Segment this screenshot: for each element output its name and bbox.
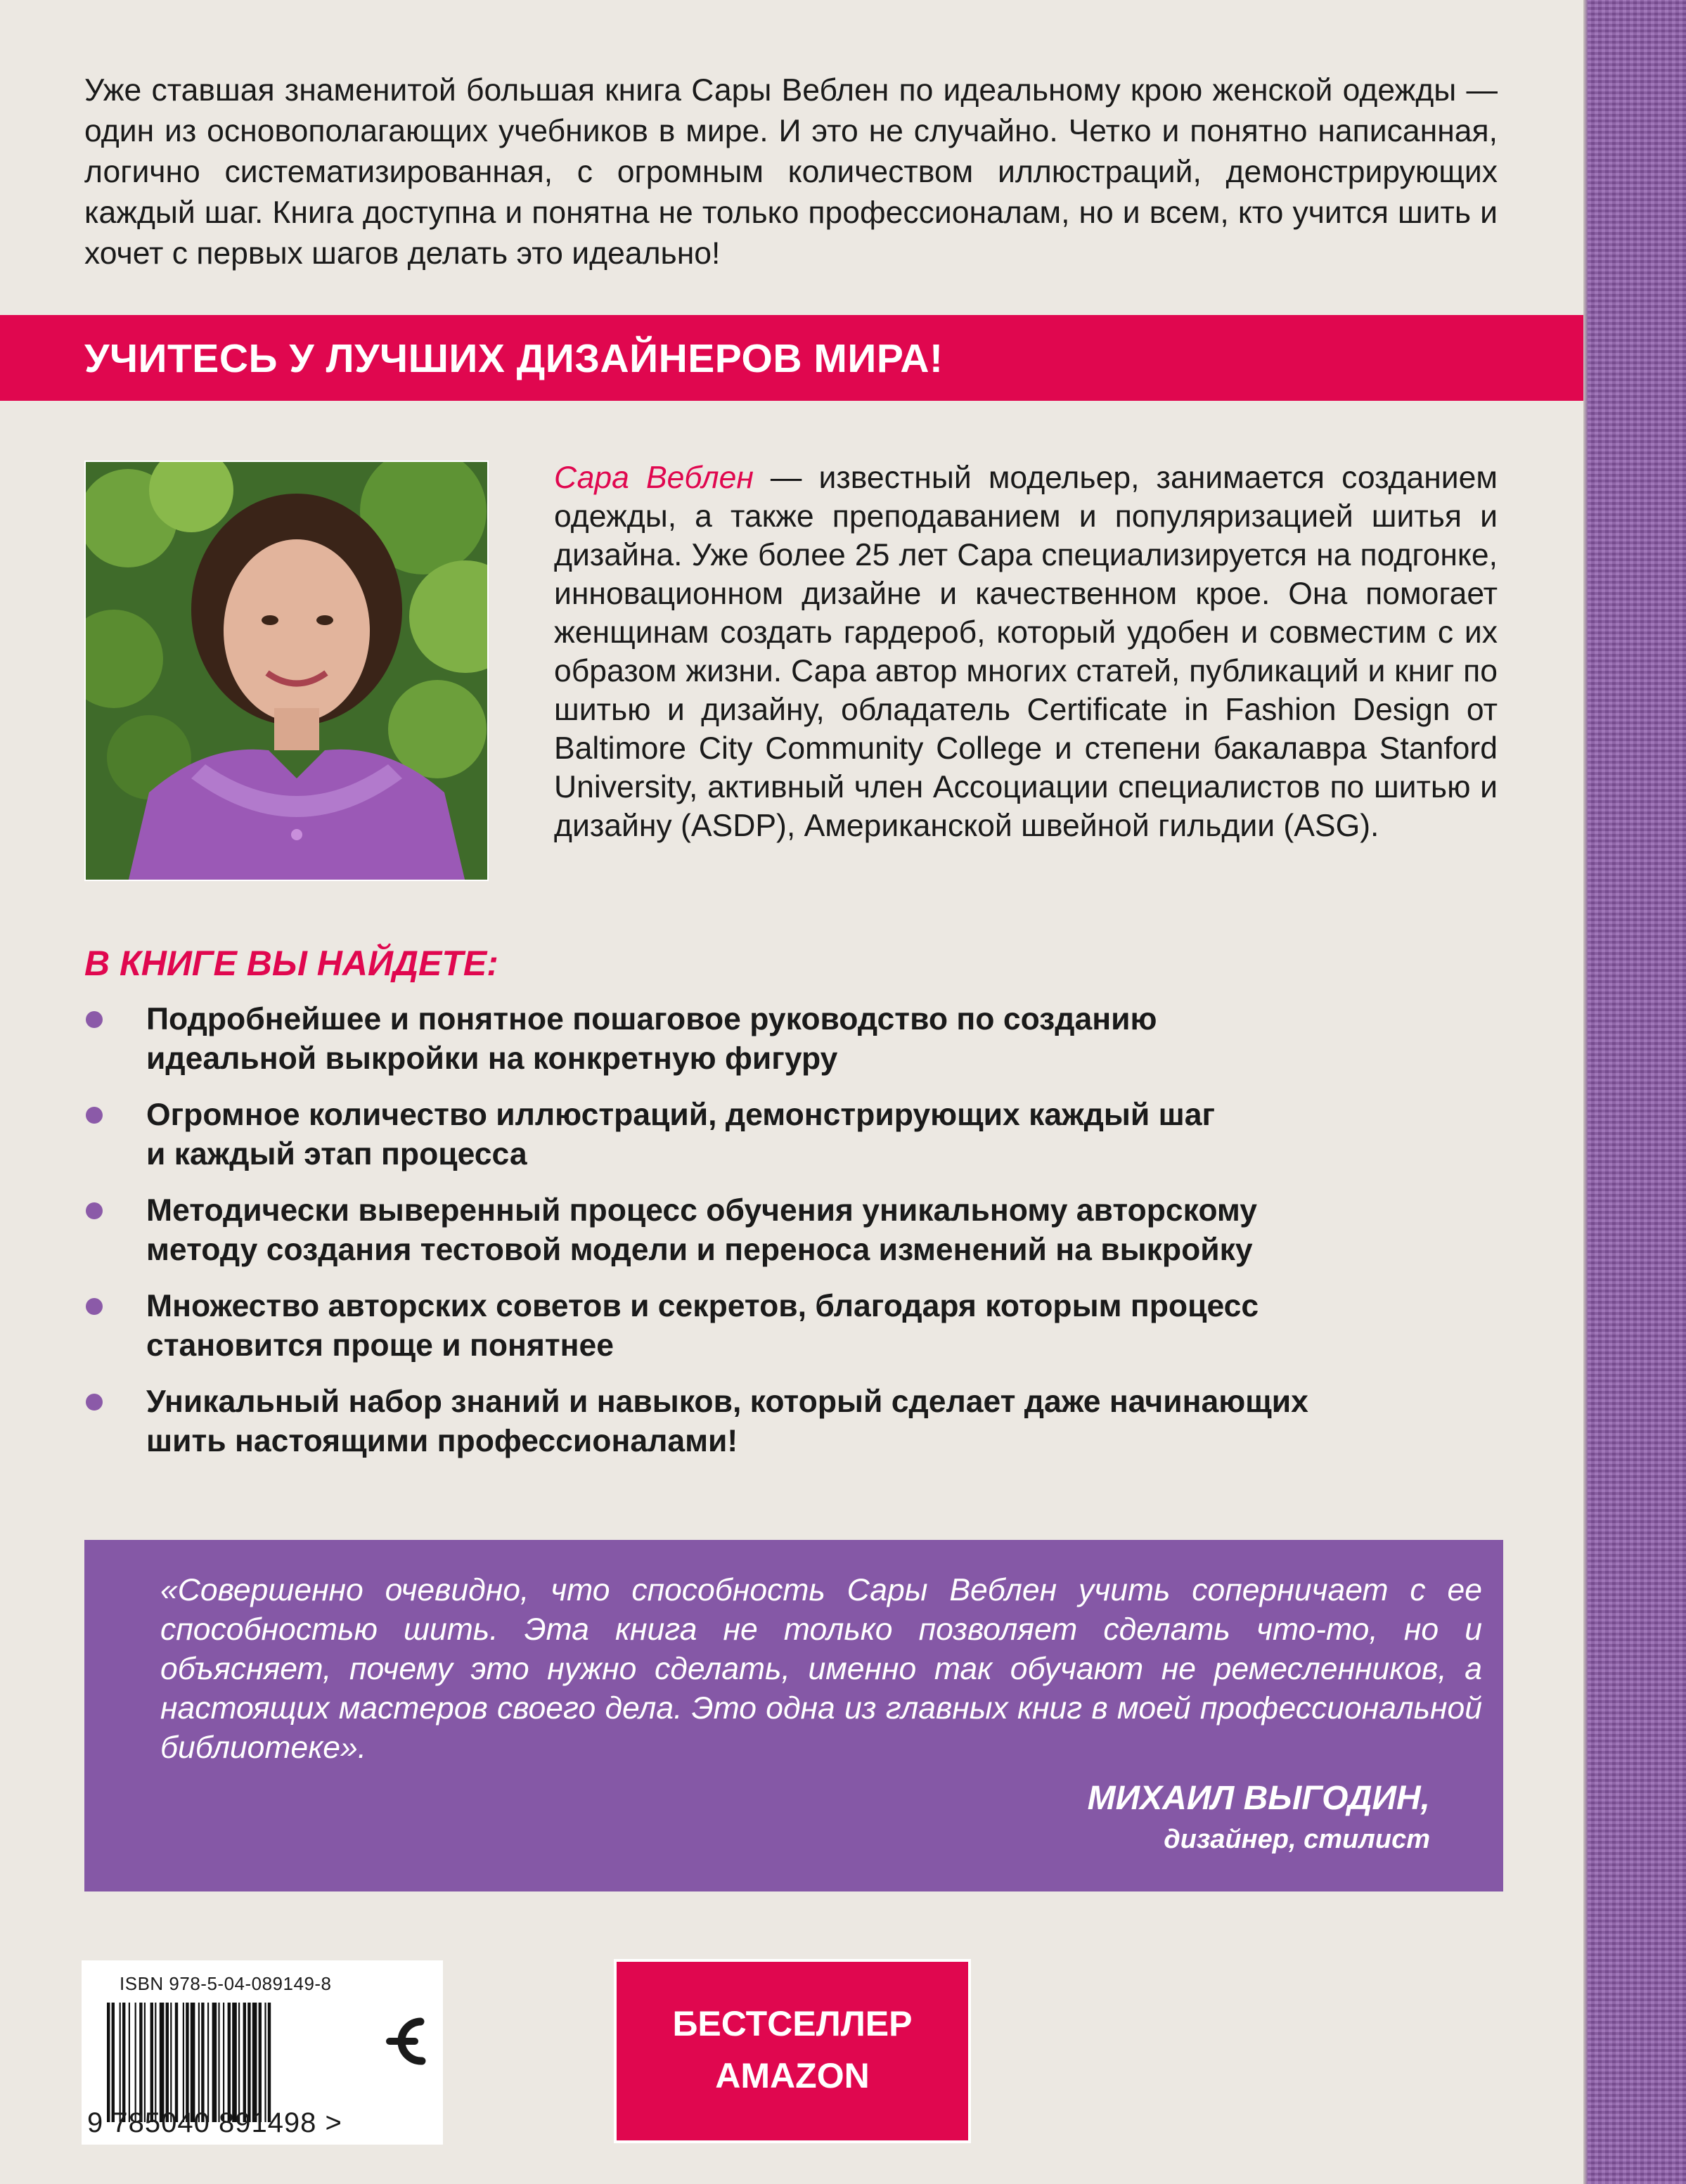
author-photo-image xyxy=(86,462,489,881)
barcode-bar xyxy=(175,2003,178,2122)
author-photo xyxy=(84,461,489,881)
barcode-bar xyxy=(207,2003,209,2122)
feature-item xyxy=(84,1000,1533,1096)
barcode-bar xyxy=(166,2003,169,2122)
barcode-bar xyxy=(170,2003,172,2122)
feature-line: методу создания тестовой модели и переноса изменений на выкройку xyxy=(146,1233,1253,1267)
headline-text: УЧИТЕСЬ У ЛУЧШИХ ДИЗАЙНЕРОВ МИРА! xyxy=(84,336,944,381)
barcode-bar xyxy=(212,2003,217,2122)
badge-line-1: БЕСТСЕЛЛЕР xyxy=(672,2004,913,2043)
feature-text xyxy=(146,1000,1533,1079)
barcode-icon xyxy=(107,2003,382,2122)
barcode-bar xyxy=(238,2003,240,2122)
barcode-digits: 9 785040 891498 > xyxy=(87,2107,342,2138)
testimonial-box xyxy=(84,1540,1503,1891)
barcode-bar xyxy=(232,2003,237,2122)
barcode-bar xyxy=(228,2003,231,2122)
spine-fabric xyxy=(1588,0,1686,2184)
feature-item xyxy=(84,1191,1533,1287)
barcode-bar xyxy=(191,2003,195,2122)
bullet-icon xyxy=(86,1298,103,1315)
author-name: Сара Веблен xyxy=(554,461,754,495)
barcode-bar xyxy=(160,2003,165,2122)
features-list xyxy=(84,1000,1533,1478)
feature-line: шить настоящими профессионалами! xyxy=(146,1424,738,1458)
feature-text xyxy=(146,1382,1533,1461)
barcode-bar xyxy=(201,2003,204,2122)
feature-line: Подробнейшее и понятное пошаговое руководство по созданию xyxy=(146,1002,1157,1036)
bestseller-badge xyxy=(614,1959,971,2143)
barcode-bar xyxy=(264,2003,266,2122)
features-heading: В КНИГЕ ВЫ НАЙДЕТЕ: xyxy=(84,944,498,983)
badge-line-2: AMAZON xyxy=(715,2056,870,2095)
barcode-bar xyxy=(129,2003,130,2122)
bullet-icon xyxy=(86,1202,103,1219)
feature-text xyxy=(146,1287,1533,1366)
barcode-bar xyxy=(155,2003,156,2122)
feature-line: и каждый этап процесса xyxy=(146,1137,527,1171)
barcode-bar xyxy=(107,2003,110,2122)
barcode-bar xyxy=(252,2003,257,2122)
barcode-bar xyxy=(120,2003,121,2122)
headline-banner xyxy=(0,315,1583,401)
author-bio-text: — известный модельер, занимается созданием одежды, а также преподаванием и популяризацией шитья и дизайна. Уже более 25 лет Сара специализируется на подгонке, инновационном дизайне и качественном крое. Она помогает женщинам создать гардероб, который удобен и совместим с их образом жизни. Сара автор многих статей, публикаций и книг по шитью и дизайну, обладатель Certificate in Fashion Design от Baltimore City Community College и степени бакалавра Stanford University, активный член Ассоциации специалистов по шитью и дизайну (ASDP), Американской швейной гильдии (ASG). xyxy=(554,461,1498,843)
barcode-bar xyxy=(243,2003,246,2122)
barcode-bar xyxy=(247,2003,250,2122)
barcode-bar xyxy=(139,2003,142,2122)
testimonial-role: дизайнер, стилист xyxy=(1164,1825,1430,1854)
barcode-bar xyxy=(223,2003,224,2122)
feature-line: Множество авторских советов и секретов, благодаря которым процесс xyxy=(146,1289,1259,1323)
feature-text xyxy=(146,1191,1533,1270)
author-bio xyxy=(554,458,1498,845)
barcode-bar xyxy=(183,2003,184,2122)
barcode-bar xyxy=(144,2003,146,2122)
feature-line: становится проще и понятнее xyxy=(146,1328,614,1363)
feature-line: Огромное количество иллюстраций, демонстрирующих каждый шаг xyxy=(146,1098,1215,1132)
feature-text xyxy=(146,1096,1533,1174)
barcode-bar xyxy=(259,2003,262,2122)
feature-item xyxy=(84,1382,1533,1478)
barcode-bar xyxy=(198,2003,200,2122)
barcode-bar xyxy=(268,2003,271,2122)
barcode-bar xyxy=(218,2003,219,2122)
feature-line: Методически выверенный процесс обучения уникальному авторскому xyxy=(146,1193,1258,1228)
feature-line: Уникальный набор знаний и навыков, который сделает даже начинающих xyxy=(146,1385,1308,1419)
barcode-bar xyxy=(186,2003,188,2122)
barcode-bar xyxy=(122,2003,125,2122)
testimonial-text: «Совершенно очевидно, что способность Сары Веблен учить соперничает с ее способностью шить. Эта книга не только позволяет сделать что-то, но и объясняет, почему это нужно сделать, именно так обучают не ремесленников, а настоящих мастеров своего дела. Это одна из главных книг в моей профессиональной библиотеке». xyxy=(160,1573,1482,1765)
feature-line: идеальной выкройки на конкретную фигуру xyxy=(146,1041,838,1076)
testimonial-author: МИХАИЛ ВЫГОДИН, xyxy=(1087,1780,1430,1817)
isbn-label: ISBN 978-5-04-089149-8 xyxy=(120,1973,332,1994)
bullet-icon xyxy=(86,1011,103,1028)
barcode-bar xyxy=(112,2003,115,2122)
bullet-icon xyxy=(86,1394,103,1411)
publisher-logo-icon xyxy=(380,2000,433,2085)
barcode-bar xyxy=(135,2003,136,2122)
bullet-icon xyxy=(86,1107,103,1124)
barcode-bar xyxy=(150,2003,153,2122)
intro-paragraph: Уже ставшая знаменитой большая книга Сары Веблен по идеальному крою женской одежды — один из основополагающих учебников в мире. И это не случайно. Четко и понятно написанная, логично систематизированная, с огромным количеством иллюстраций, демонстрирующих каждый шаг. Книга доступна и понятна не только профессионалам, но и всем, кто учится шить и хочет с первых шагов делать это идеально! xyxy=(84,73,1498,271)
feature-item xyxy=(84,1287,1533,1382)
feature-item xyxy=(84,1096,1533,1191)
